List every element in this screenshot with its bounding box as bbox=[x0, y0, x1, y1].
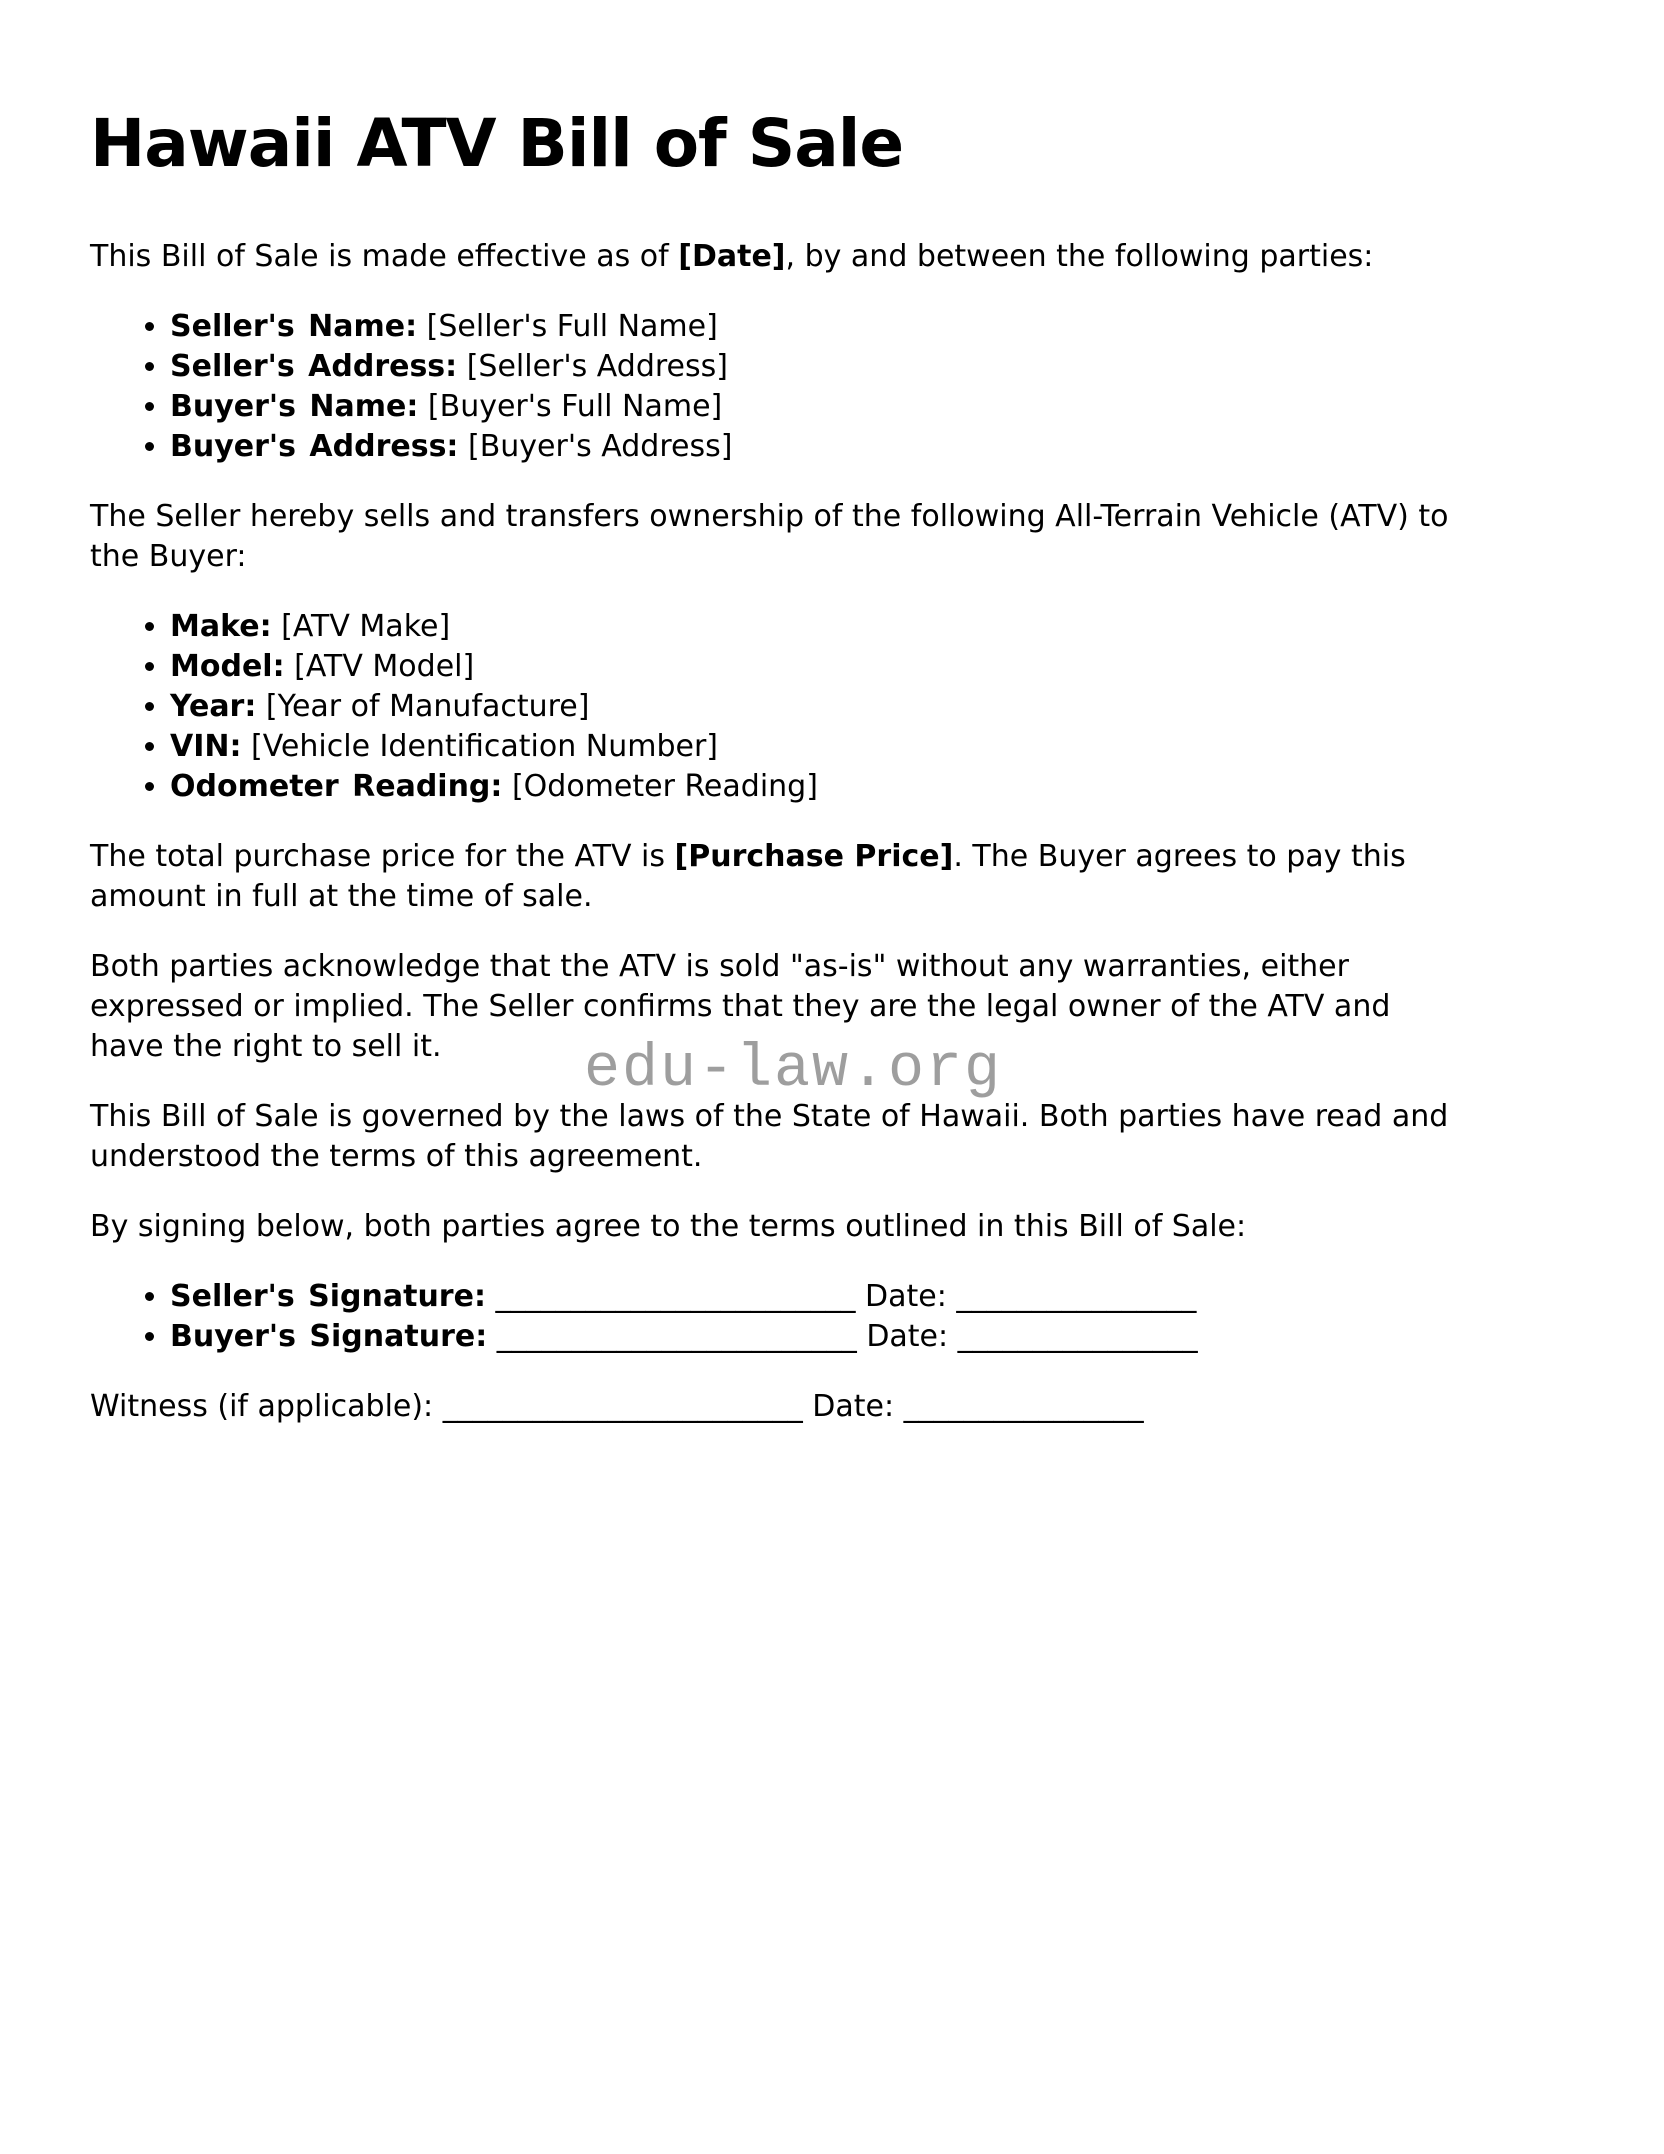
paragraph-line: have the right to sell it. bbox=[90, 1029, 442, 1065]
date-label: Date: bbox=[812, 1389, 895, 1425]
date-blank-line: ________________ bbox=[956, 1279, 1197, 1315]
price-paragraph bbox=[90, 837, 1574, 917]
item-value: [ATV Make] bbox=[281, 609, 451, 645]
paragraph-line: Both parties acknowledge that the ATV is sold "as-is" without any warranties, either bbox=[90, 949, 1349, 985]
signing-paragraph: By signing below, both parties agree to the terms outlined in this Bill of Sale: bbox=[90, 1209, 1247, 1245]
date-label: Date: bbox=[866, 1319, 949, 1355]
list-item-vin bbox=[170, 727, 1574, 767]
item-label: VIN: bbox=[170, 729, 242, 765]
paragraph-line: the Buyer: bbox=[90, 539, 247, 575]
item-value: [Buyer's Address] bbox=[467, 429, 733, 465]
item-value: [Buyer's Full Name] bbox=[427, 389, 723, 425]
list-item-buyer-name bbox=[170, 387, 1574, 427]
signatures-list bbox=[90, 1277, 1574, 1357]
purchase-price-placeholder: [Purchase Price] bbox=[674, 839, 954, 875]
intro-paragraph bbox=[90, 237, 1574, 277]
item-label: Seller's Signature: bbox=[170, 1279, 486, 1315]
intro-text-pre: This Bill of Sale is made effective as of bbox=[90, 239, 679, 275]
paragraph-line: amount in full at the time of sale. bbox=[90, 879, 593, 915]
date-blank-line: ________________ bbox=[957, 1319, 1198, 1355]
list-item-buyer-address bbox=[170, 427, 1574, 467]
list-item-model bbox=[170, 647, 1574, 687]
list-item-odometer bbox=[170, 767, 1574, 807]
page-title: Hawaii ATV Bill of Sale bbox=[90, 105, 904, 182]
witness-row bbox=[90, 1387, 1574, 1427]
paragraph-line: understood the terms of this agreement. bbox=[90, 1139, 703, 1175]
signature-blank-line: ________________________ bbox=[496, 1319, 857, 1355]
list-item-seller-name bbox=[170, 307, 1574, 347]
price-text-pre: The total purchase price for the ATV is bbox=[90, 839, 675, 875]
paragraph-line: The Seller hereby sells and transfers ownership of the following All-Terrain Vehicle (ATV) to bbox=[90, 499, 1449, 535]
item-label: Model: bbox=[170, 649, 285, 685]
item-label: Year: bbox=[170, 689, 257, 725]
signature-blank-line: ________________________ bbox=[442, 1389, 803, 1425]
date-placeholder: [Date] bbox=[678, 239, 786, 275]
item-label: Seller's Address: bbox=[170, 349, 458, 385]
paragraph-line: expressed or implied. The Seller confirms that they are the legal owner of the ATV and bbox=[90, 989, 1391, 1025]
as-is-paragraph bbox=[90, 947, 1574, 1067]
witness-label: Witness (if applicable): bbox=[90, 1389, 434, 1425]
item-label: Odometer Reading: bbox=[170, 769, 503, 805]
transfer-paragraph bbox=[90, 497, 1574, 577]
governing-law-paragraph bbox=[90, 1097, 1574, 1177]
seller-signature-row bbox=[170, 1277, 1574, 1317]
item-label: Buyer's Name: bbox=[170, 389, 419, 425]
list-item-year bbox=[170, 687, 1574, 727]
date-label: Date: bbox=[865, 1279, 947, 1315]
list-item-make bbox=[170, 607, 1574, 647]
item-label: Seller's Name: bbox=[170, 309, 418, 345]
item-value: [Odometer Reading] bbox=[511, 769, 818, 805]
item-value: [Year of Manufacture] bbox=[265, 689, 590, 725]
item-value: [Vehicle Identification Number] bbox=[251, 729, 719, 765]
vehicle-list bbox=[90, 607, 1574, 807]
item-value: [Seller's Full Name] bbox=[426, 309, 718, 345]
watermark: edu-law.org bbox=[584, 1036, 1003, 1104]
item-value: [Seller's Address] bbox=[466, 349, 728, 385]
price-text-post: . The Buyer agrees to pay this bbox=[953, 839, 1406, 875]
paragraph-line bbox=[90, 837, 1574, 877]
item-label: Buyer's Address: bbox=[170, 429, 459, 465]
item-value: [ATV Model] bbox=[294, 649, 475, 685]
paragraph-line: This Bill of Sale is governed by the laws of the State of Hawaii. Both parties have read and bbox=[90, 1099, 1449, 1135]
item-label: Make: bbox=[170, 609, 272, 645]
parties-list bbox=[90, 307, 1574, 467]
list-item-seller-address bbox=[170, 347, 1574, 387]
buyer-signature-row bbox=[170, 1317, 1574, 1357]
signature-blank-line: ________________________ bbox=[495, 1279, 856, 1315]
intro-text-post: , by and between the following parties: bbox=[785, 239, 1374, 275]
item-label: Buyer's Signature: bbox=[170, 1319, 488, 1355]
date-blank-line: ________________ bbox=[903, 1389, 1144, 1425]
